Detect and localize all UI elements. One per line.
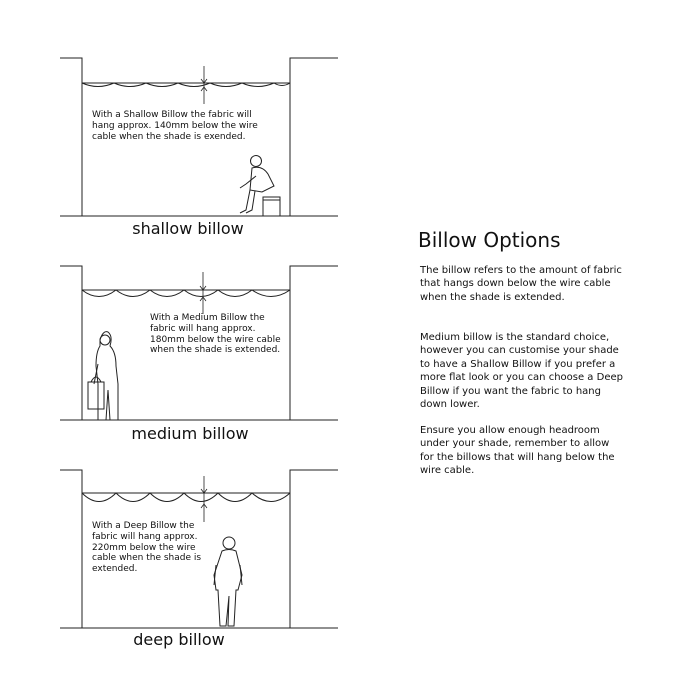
standing-woman-with-bag-icon: [88, 332, 118, 420]
deep-billow-caption: deep billow: [133, 630, 225, 649]
billow-fabric: [82, 493, 290, 502]
standard-billow-paragraph: Medium billow is the standard choice, however you can customise your shade to have a Shallow Billow if you prefer a more flat look or you can choose a Deep Billow if you want the fabric to hang down lower.: [420, 332, 623, 411]
deep-billow-note: With a Deep Billow the fabric will hang approx. 220mm below the wire cable when the shade is extended.: [92, 521, 202, 575]
billow-options-title: Billow Options: [418, 228, 561, 252]
right-wall: [290, 470, 338, 628]
billow-fabric: [82, 290, 290, 297]
left-wall: [60, 58, 82, 216]
left-wall: [60, 470, 82, 628]
shallow-billow-note: With a Shallow Billow the fabric will hang approx. 140mm below the wire cable when the shade is exended.: [92, 110, 258, 142]
headroom-paragraph: Ensure you allow enough headroom under your shade, remember to allow for the billows that will hang below the wire cable.: [420, 425, 615, 477]
standing-man-icon: [214, 537, 242, 626]
measure-arrow: [200, 272, 206, 314]
intro-paragraph: The billow refers to the amount of fabric that hangs down below the wire cable when the shade is extended.: [420, 265, 622, 303]
right-wall: [290, 266, 338, 420]
right-wall: [290, 58, 338, 216]
left-wall: [60, 266, 82, 420]
medium-billow-caption: medium billow: [131, 424, 249, 443]
shallow-billow-caption: shallow billow: [132, 219, 244, 238]
seated-person-icon: [240, 156, 280, 217]
billow-fabric: [82, 83, 290, 87]
medium-billow-note: With a Medium Billow the fabric will hang approx. 180mm below the wire cable when the shade is extended.: [150, 313, 281, 356]
measure-arrow: [201, 476, 207, 522]
